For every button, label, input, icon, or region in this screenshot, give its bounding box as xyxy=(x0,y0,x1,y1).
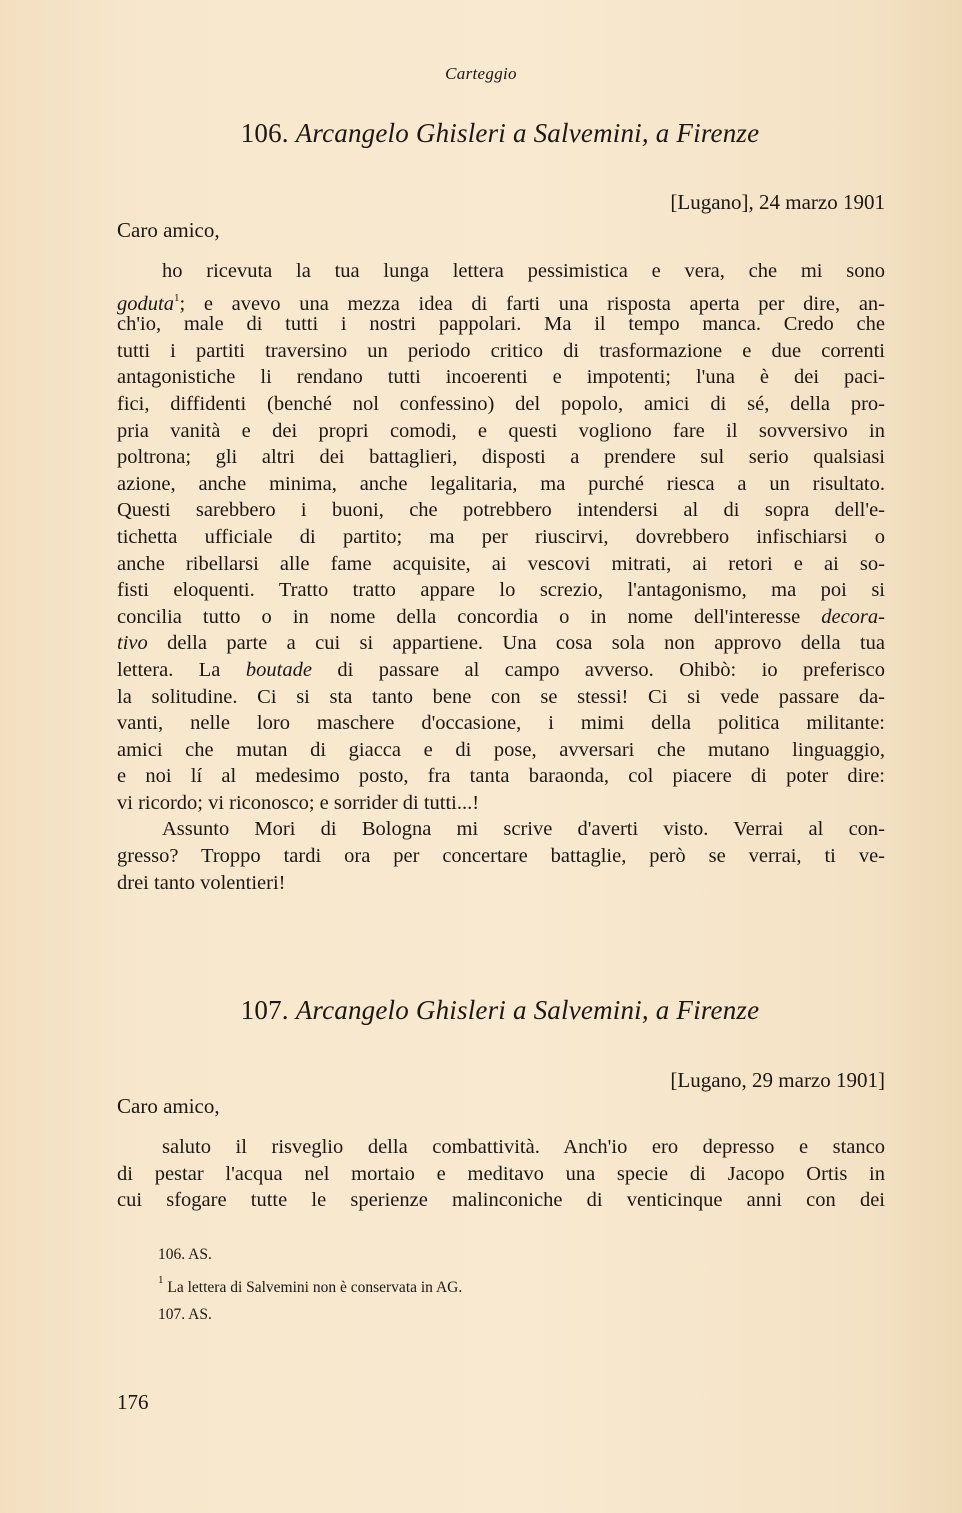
italic-word: decora- xyxy=(821,605,885,628)
footnote-1 xyxy=(158,1274,462,1297)
text-line: poltrona; gli altri dei battaglieri, disposti a prendere sul serio qualsiasi xyxy=(117,446,885,469)
text-line: tichetta ufficiale di partito; ma per riuscirvi, dovrebbero infischiarsi o xyxy=(117,525,885,548)
footnote-mark: 1 xyxy=(173,291,180,304)
text-line: di pestar l'acqua nel mortaio e meditavo una specie di Jacopo Ortis in xyxy=(117,1162,885,1185)
letter-106-body xyxy=(117,258,885,896)
text-line: ch'io, male di tutti i nostri pappolari. Ma il tempo manca. Credo che xyxy=(117,313,885,336)
text-line: ho ricevuta la tua lunga lettera pessimistica e vera, che mi sono xyxy=(162,260,885,282)
text-line: vi ricordo; vi riconosco; e sorrider di tutti...! xyxy=(117,791,480,814)
text-run: di passare al campo avverso. Ohibò: io preferisco xyxy=(311,658,885,681)
letter-number: 107. xyxy=(240,995,289,1025)
running-header: Carteggio xyxy=(445,64,517,83)
text-line: pria vanità e dei propri comodi, e questi vogliono fare il sovversivo in xyxy=(117,419,885,442)
italic-word: tivo xyxy=(117,632,148,655)
text-run: della parte a cui si appartiene. Una cosa sola non approvo della tua xyxy=(147,632,885,655)
text-run: lettera. La xyxy=(117,658,246,681)
italic-word: goduta xyxy=(117,292,174,315)
text-run: concilia tutto o in nome della concordia o in nome dell'interesse xyxy=(117,605,822,628)
text-line: vanti, nelle loro maschere d'occasione, i mimi della politica militante: xyxy=(117,712,885,735)
text-line: fici, diffidenti (benché nol confessino) del popolo, amici di sé, della pro- xyxy=(117,392,885,415)
text-line: gresso? Troppo tardi ora per concertare battaglie, però se verrai, ti ve- xyxy=(117,845,885,868)
letter-106-title xyxy=(0,118,962,149)
text-line: amici che mutan di giacca e di pose, avversari che mutano linguaggio, xyxy=(117,738,885,761)
page-number: 176 xyxy=(117,1390,149,1414)
letter-107-title xyxy=(0,995,962,1026)
text-line: e noi lí al medesimo posto, fra tanta baraonda, col piacere di poter dire: xyxy=(117,765,885,788)
letter-106-salutation: Caro amico, xyxy=(117,218,220,242)
text-line xyxy=(117,657,885,684)
text-line: Assunto Mori di Bologna mi scrive d'averti visto. Verrai al con- xyxy=(162,818,885,841)
footnote-text: La lettera di Salvemini non è conservata in AG. xyxy=(167,1279,463,1296)
text-line: antagonistiche li rendano tutti incoerenti e impotenti; l'una è dei paci- xyxy=(117,366,885,389)
text-line: anche ribellarsi alle fame acquisite, ai vescovi mitrati, ai retori e ai so- xyxy=(117,552,885,575)
text-line: la solitudine. Ci si sta tanto bene con se stessi! Ci si vede passare da- xyxy=(117,685,885,708)
text-line: saluto il risveglio della combattività. Anch'io ero depresso e stanco xyxy=(162,1136,885,1158)
text-line xyxy=(117,285,885,315)
italic-word: boutade xyxy=(245,658,312,681)
text-line: Questi sarebbero i buoni, che potrebbero intendersi al di sopra dell'e- xyxy=(117,499,885,522)
text-run: ; e avevo una mezza idea di farti una risposta aperta per dire, an- xyxy=(179,292,885,315)
letter-107-date: [Lugano, 29 marzo 1901] xyxy=(670,1068,885,1092)
text-line xyxy=(117,604,885,631)
letter-107-body xyxy=(117,1134,885,1214)
text-line: fisti eloquenti. Tratto tratto appare lo screzio, l'antagonismo, ma poi si xyxy=(117,579,885,602)
note-106: 106. AS. xyxy=(158,1246,212,1263)
text-line: tutti i partiti traversino un periodo critico di trasformazione e due correnti xyxy=(117,339,885,362)
text-line: drei tanto volentieri! xyxy=(117,871,286,894)
letter-107-salutation: Caro amico, xyxy=(117,1094,220,1118)
note-107: 107. AS. xyxy=(158,1306,212,1323)
text-line: cui sfogare tutte le sperienze malinconiche di venticinque anni con dei xyxy=(117,1189,885,1212)
text-line: azione, anche minima, anche legalitaria, ma purché riesca a un risultato. xyxy=(117,472,885,495)
letter-106-date: [Lugano], 24 marzo 1901 xyxy=(670,190,885,214)
footnote-mark: 1 xyxy=(158,1274,164,1286)
letter-number: 106. xyxy=(240,118,289,148)
letter-heading: Arcangelo Ghisleri a Salvemini, a Firenze xyxy=(295,118,760,148)
text-line xyxy=(117,630,885,657)
letter-heading: Arcangelo Ghisleri a Salvemini, a Firenze xyxy=(295,995,760,1025)
